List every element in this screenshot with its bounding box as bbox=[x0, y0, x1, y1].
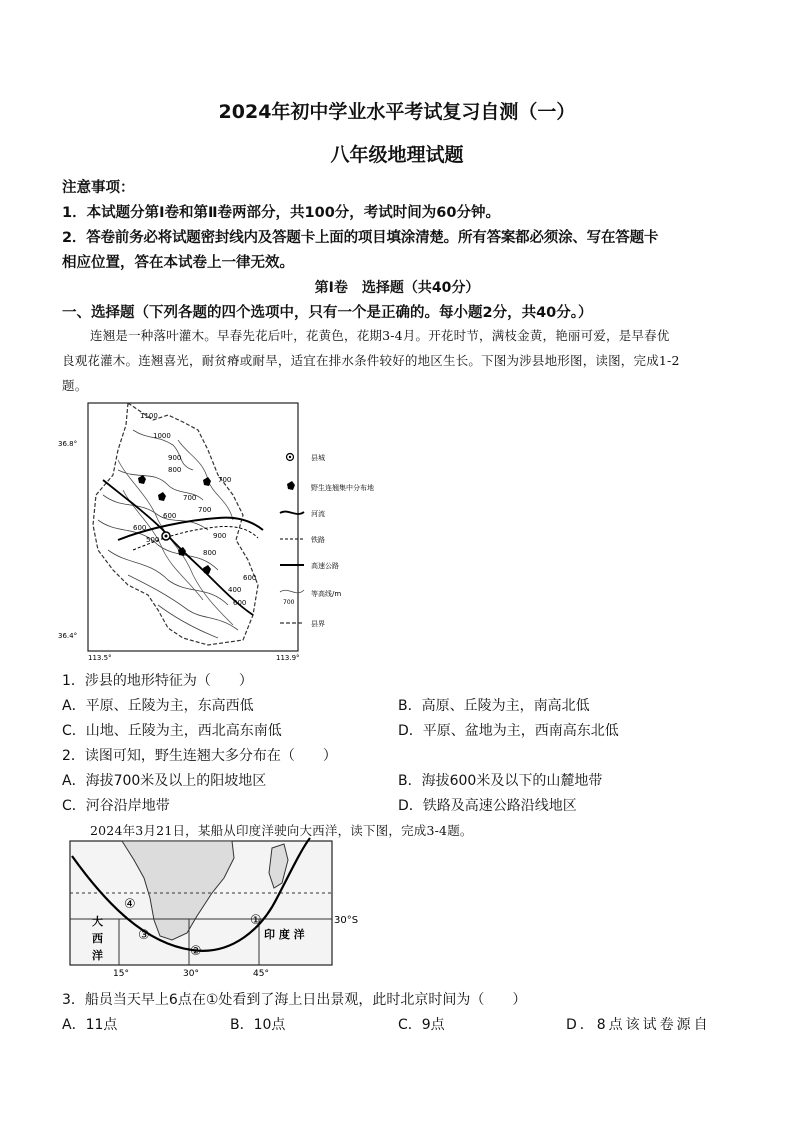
question-1-option-d[interactable]: D．平原、盆地为主，西南高东北低 bbox=[398, 723, 619, 739]
question-2-option-d[interactable]: D．铁路及高速公路沿线地区 bbox=[398, 798, 577, 814]
longitude-label-right: 113.9° bbox=[276, 654, 300, 662]
contour-label: 900 bbox=[213, 532, 227, 540]
contour-label: 600 bbox=[133, 524, 147, 532]
question-2-option-a[interactable]: A．海拔700米及以上的阳坡地区 bbox=[62, 773, 267, 789]
exam-title: 2024年初中学业水平考试复习自测（一） bbox=[218, 101, 576, 123]
contour-label: 800 bbox=[168, 466, 182, 474]
passage-1-line3: 题。 bbox=[62, 378, 88, 393]
contour-label: 700 bbox=[183, 494, 197, 502]
indian-ocean-label: 印 度 洋 bbox=[264, 928, 305, 941]
contour-label: 400 bbox=[228, 586, 242, 594]
legend-railway: 铁路 bbox=[311, 536, 325, 544]
legend-forsythia: 野生连翘集中分布地 bbox=[311, 484, 374, 492]
question-2-option-c[interactable]: C．河谷沿岸地带 bbox=[62, 798, 170, 814]
question-1-option-c[interactable]: C．山地、丘陵为主，西北高东南低 bbox=[62, 723, 282, 739]
contour-label: 1000 bbox=[153, 432, 171, 440]
passage-2: 2024年3月21日，某船从印度洋驶向大西洋，读下图，完成3-4题。 bbox=[90, 823, 473, 838]
latitude-30s-label: 30°S bbox=[334, 915, 359, 926]
point-4-label: ④ bbox=[124, 897, 136, 912]
legend-highway: 高速公路 bbox=[311, 562, 339, 570]
contour-label: 700 bbox=[218, 476, 232, 484]
longitude-15-label: 15° bbox=[113, 969, 129, 979]
contour-label: 800 bbox=[203, 549, 217, 557]
contour-label: 600 bbox=[243, 574, 257, 582]
question-1-stem: 1．涉县的地形特征为（ ） bbox=[62, 673, 253, 689]
latitude-label-top: 36.8° bbox=[58, 440, 78, 448]
latitude-label-bottom: 36.4° bbox=[58, 632, 78, 640]
ship-route-map bbox=[62, 838, 372, 978]
exam-subtitle: 八年级地理试题 bbox=[330, 144, 464, 166]
atlantic-label-2: 西 bbox=[92, 932, 103, 945]
topographic-map bbox=[58, 400, 374, 662]
point-3-label: ③ bbox=[138, 928, 150, 943]
question-3-option-a[interactable]: A．11点 bbox=[62, 1017, 118, 1033]
legend-contour: 等高线/m bbox=[311, 590, 342, 598]
notes-item-2-line1: 2．答卷前务必将试题密封线内及答题卡上面的项目填涂清楚。所有答案都必须涂、写在答题卡 bbox=[62, 230, 659, 246]
longitude-45-label: 45° bbox=[253, 969, 269, 979]
section-1-instruction: 一、选择题（下列各题的四个选项中，只有一个是正确的。每小题2分，共40分。） bbox=[62, 305, 593, 321]
passage-1-line2: 良观花灌木。连翘喜光，耐贫瘠或耐旱，适宜在排水条件较好的地区生长。下图为涉县地形图，读图，完成1-2 bbox=[62, 353, 680, 368]
contour-label: 700 bbox=[198, 506, 212, 514]
point-1-label: ① bbox=[250, 913, 262, 928]
question-3-stem: 3．船员当天早上6点在①处看到了海上日出景观，此时北京时间为（ ） bbox=[62, 992, 527, 1008]
contour-label: 1100 bbox=[140, 412, 158, 420]
longitude-30-label: 30° bbox=[183, 969, 199, 979]
legend-boundary: 县界 bbox=[311, 620, 325, 628]
question-3-option-c[interactable]: C．9点 bbox=[398, 1017, 445, 1033]
question-1-option-b[interactable]: B．高原、丘陵为主，南高北低 bbox=[398, 698, 590, 714]
longitude-label-left: 113.5° bbox=[88, 654, 112, 662]
atlantic-label-3: 洋 bbox=[92, 949, 103, 962]
contour-label: 500 bbox=[146, 536, 160, 544]
legend-county-town: 县城 bbox=[311, 454, 325, 462]
question-3-option-b[interactable]: B．10点 bbox=[230, 1017, 286, 1033]
section-1-title: 第Ⅰ卷 选择题（共40分） bbox=[314, 280, 480, 296]
contour-label: 600 bbox=[233, 599, 247, 607]
legend-river: 河流 bbox=[311, 510, 325, 518]
atlantic-label-1: 大 bbox=[92, 915, 103, 928]
contour-label: 900 bbox=[168, 454, 182, 462]
question-2-option-b[interactable]: B．海拔600米及以下的山麓地带 bbox=[398, 773, 603, 789]
point-2-label: ② bbox=[190, 944, 202, 959]
question-3-option-d[interactable]: D．8点该试卷源自 bbox=[566, 1017, 711, 1033]
question-2-stem: 2．读图可知，野生连翘大多分布在（ ） bbox=[62, 748, 337, 764]
contour-label: 600 bbox=[163, 512, 177, 520]
passage-1-line1: 连翘是一种落叶灌木。早春先花后叶，花黄色，花期3-4月。开花时节，满枝金黄，艳丽可爱，是早春优 bbox=[90, 328, 670, 343]
legend-contour-sample: 700 bbox=[283, 599, 295, 606]
notes-item-1: 1．本试题分第Ⅰ卷和第Ⅱ卷两部分，共100分，考试时间为60分钟。 bbox=[62, 205, 500, 221]
notes-heading: 注意事项： bbox=[62, 180, 135, 196]
question-1-option-a[interactable]: A．平原、丘陵为主，东高西低 bbox=[62, 698, 254, 714]
notes-item-2-line2: 相应位置，答在本试卷上一律无效。 bbox=[62, 255, 294, 271]
